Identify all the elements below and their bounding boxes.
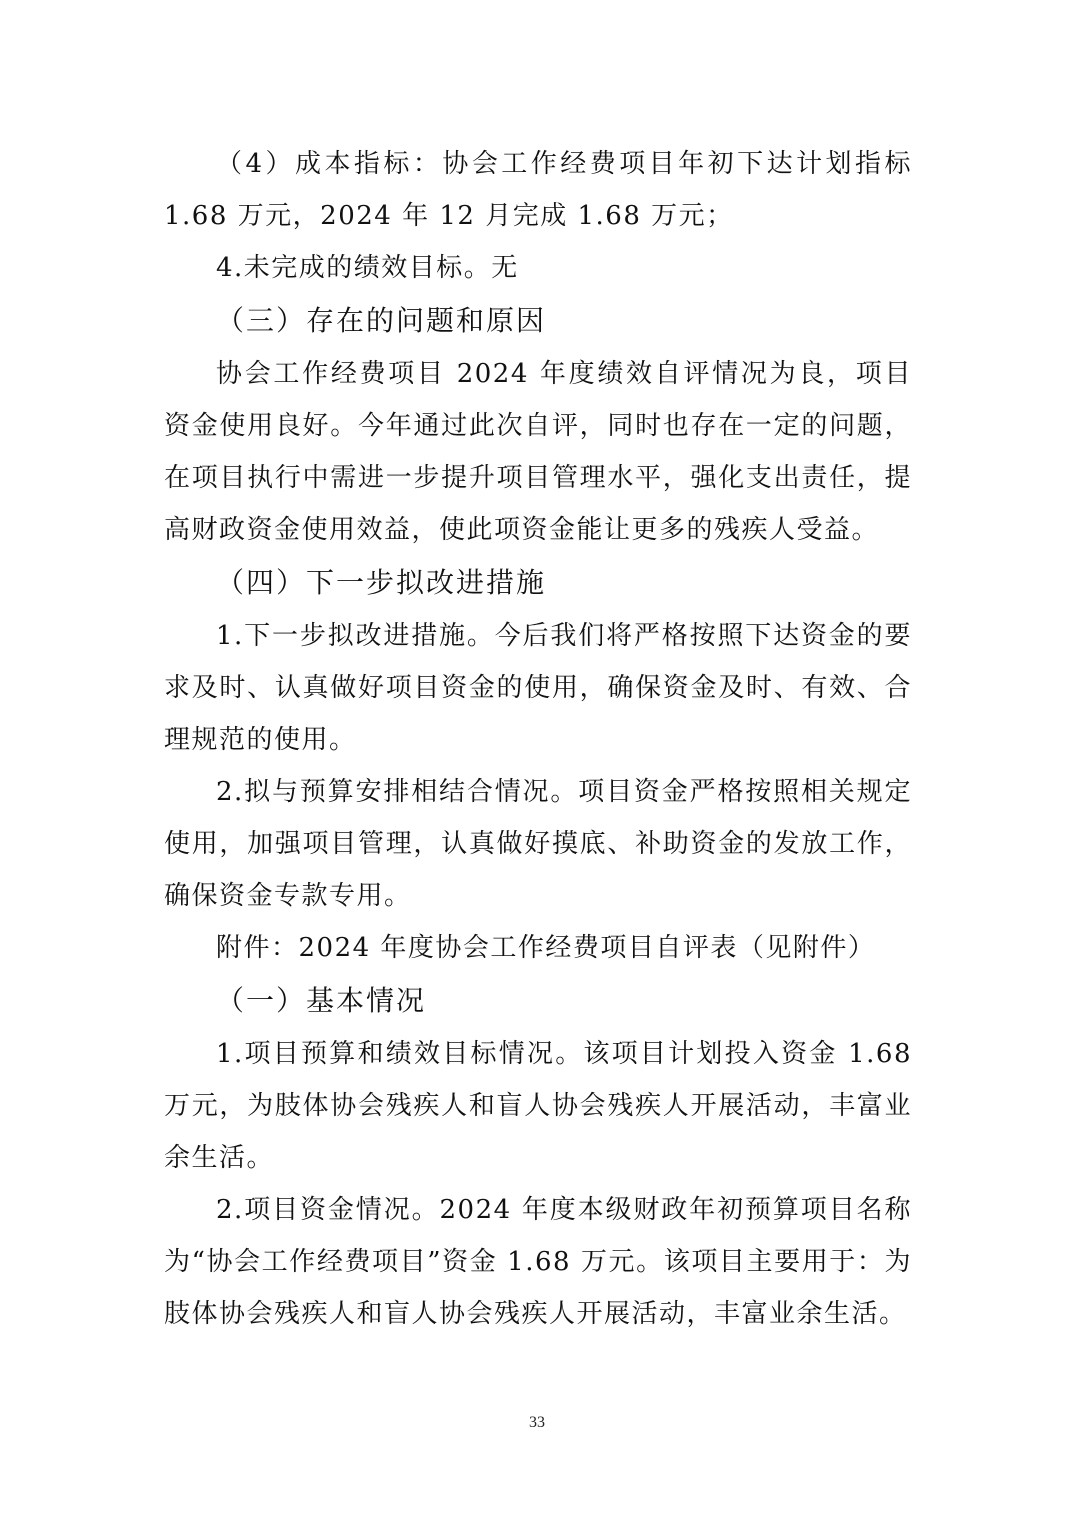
budget-goals-paragraph: 1.项目预算和绩效目标情况。该项目计划投入资金 1.68 万元，为肢体协会残疾人和盲人协会残疾人开展活动，丰富业余生活。 [164,1039,912,1173]
problems-paragraph: 协会工作经费项目 2024 年度绩效自评情况为良，项目资金使用良好。今年通过此次自评，同时也存在一定的问题，在项目执行中需进一步提升项目管理水平，强化支出责任，提高财政资金使用效益，使此项资金能让更多的残疾人受益。 [164,359,912,545]
cost-indicator-paragraph: （4）成本指标：协会工作经费项目年初下达计划指标 1.68 万元，2024 年 12 月完成 1.68 万元； [164,149,912,231]
section-heading-problems: （三）存在的问题和原因 [216,304,547,337]
funding-paragraph: 2.项目资金情况。2024 年度本级财政年初预算项目名称为“协会工作经费项目”资金 1.68 万元。该项目主要用于：为肢体协会残疾人和盲人协会残疾人开展活动，丰富业余生活。 [164,1195,912,1329]
attachment-line: 附件：2024 年度协会工作经费项目自评表（见附件） [216,933,876,963]
page-number: 33 [529,1414,545,1431]
improvement-measures-paragraph: 1.下一步拟改进措施。今后我们将严格按照下达资金的要求及时、认真做好项目资金的使用，确保资金及时、有效、合理规范的使用。 [164,621,912,755]
budget-combination-paragraph: 2.拟与预算安排相结合情况。项目资金严格按照相关规定使用，加强项目管理，认真做好摸底、补助资金的发放工作，确保资金专款专用。 [164,777,912,911]
section-heading-improvements: （四）下一步拟改进措施 [216,566,547,599]
unfinished-goals-paragraph: 4.未完成的绩效目标。无 [216,253,519,283]
document-body [164,138,912,1340]
section-heading-basic-info: （一）基本情况 [216,984,427,1017]
